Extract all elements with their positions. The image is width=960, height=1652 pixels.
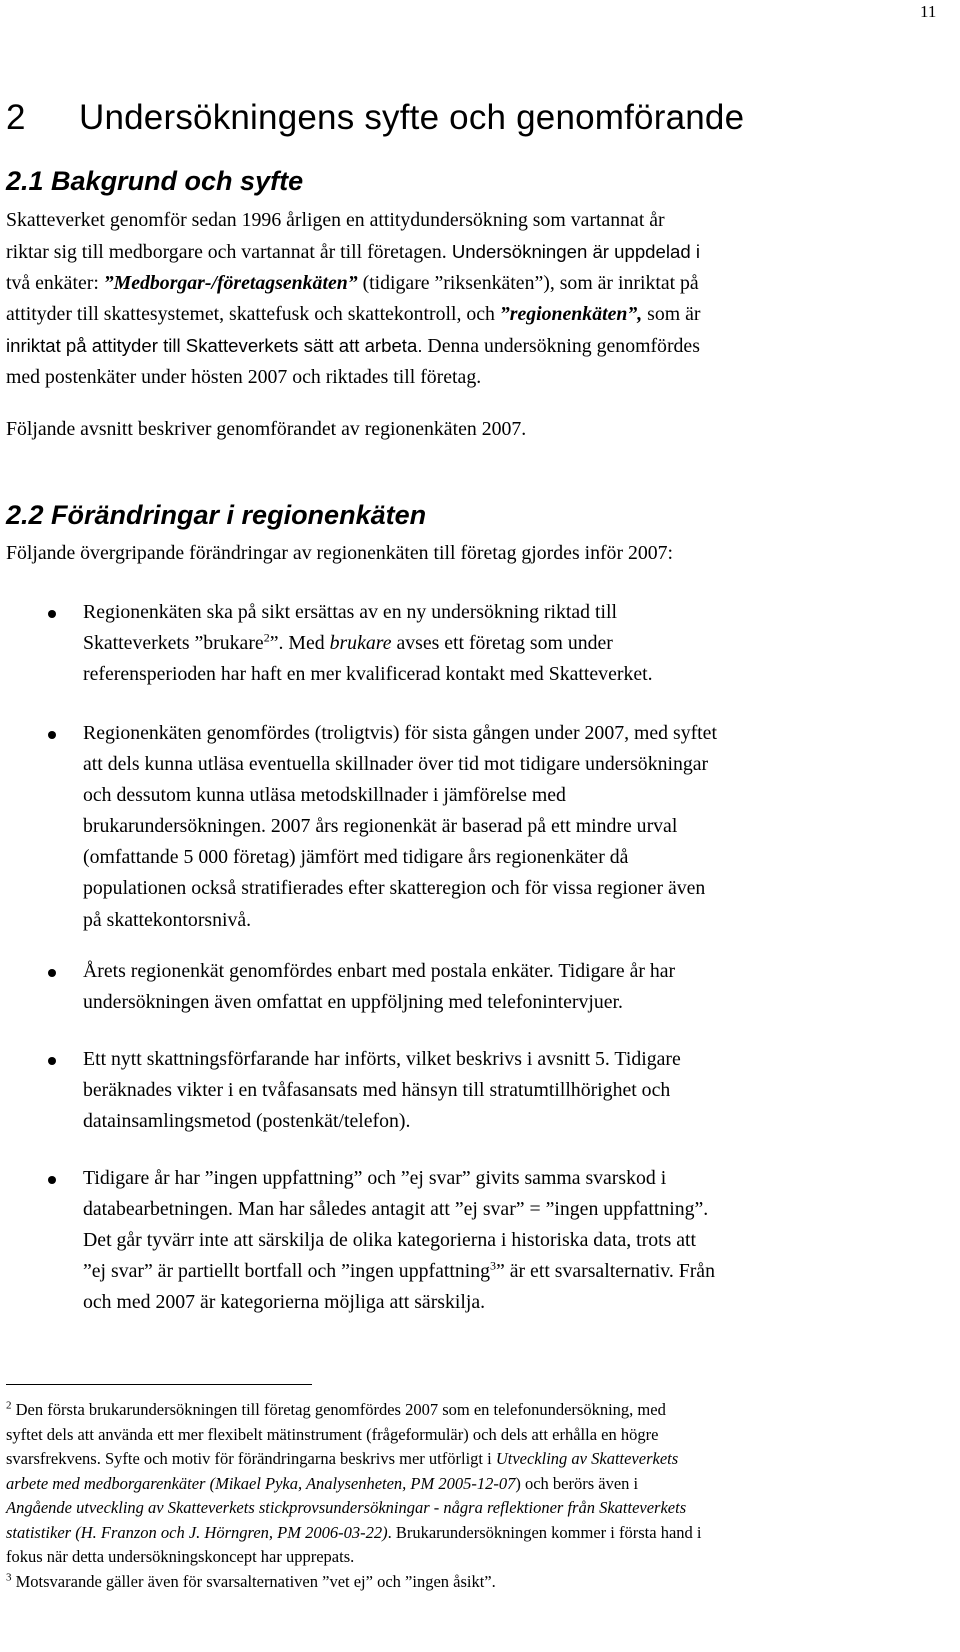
bullet-line: brukarundersökningen. 2007 års regionenkät är baserad på ett mindre urval	[83, 815, 678, 838]
bullet-line: och dessutom kunna utläsa metodskillnader i jämförelse med	[83, 784, 566, 807]
footnote-2	[6, 1398, 916, 1570]
section-2-2-intro	[6, 538, 906, 569]
bullet-line: Det går tyvärr inte att särskilja de olika kategorierna i historiska data, trots att	[83, 1229, 697, 1252]
footnote-line	[6, 1447, 916, 1472]
bullet-dot-icon	[48, 1057, 56, 1065]
bullet-line: Regionenkäten genomfördes (troligtvis) för sista gången under 2007, med syftet	[83, 722, 717, 744]
bullet-text	[83, 1044, 923, 1137]
footnotes	[6, 1398, 916, 1594]
para-line	[6, 330, 906, 362]
text-run: svarsfrekvens. Syfte och motiv för förändringarna beskrivs mer utförligt i	[6, 1449, 496, 1468]
bullet-dot-icon	[48, 969, 56, 977]
text-run-sans: inriktat på attityder till Skatteverkets sätt att arbeta.	[6, 335, 423, 357]
cited-title: statistiker (H. Franzon och J. Hörngren, PM 2006-03-22)	[6, 1522, 388, 1542]
footnote-ref-2: 2	[263, 630, 270, 645]
bullet-dot-icon	[48, 731, 56, 739]
bullet-line	[83, 1256, 923, 1287]
text-run: riktar sig till medborgare och vartannat år till företagen.	[6, 241, 447, 264]
bullet-dot-icon	[48, 1176, 56, 1184]
para-line	[6, 268, 906, 299]
bullet-dot-icon	[48, 610, 56, 618]
text-run: ) och berörs även i	[515, 1473, 639, 1493]
cited-title: Utveckling av Skatteverkets	[495, 1449, 679, 1468]
footnote-line: fokus när detta undersökningskoncept har upprepats.	[6, 1547, 355, 1566]
bullet-line: undersökningen även omfattat en uppföljning med telefonintervjuer.	[83, 991, 623, 1014]
chapter-title: Undersökningens syfte och genomförande	[79, 98, 745, 137]
term-brukare: brukare	[329, 632, 392, 655]
chapter-heading	[6, 98, 744, 138]
text-run: . Brukarundersökningen kommer i första hand i	[387, 1522, 702, 1542]
bullet-text	[83, 956, 923, 1018]
text-run: två enkäter:	[6, 272, 104, 295]
bullet-line: (omfattande 5 000 företag) jämfört med tidigare års regionenkäter då	[83, 846, 629, 869]
section-2-2-heading: 2.2 Förändringar i regionenkäten	[6, 500, 427, 530]
footnote-line: syftet dels att använda ett mer flexibelt mätinstrument (frågeformulär) och dels att erhålla en högre	[6, 1424, 659, 1444]
para-line: med postenkäter under hösten 2007 och riktades till företag.	[6, 366, 482, 389]
bullet-line: referensperioden har haft en mer kvalificerad kontakt med Skatteverket.	[83, 663, 653, 686]
footnote-line	[6, 1570, 916, 1595]
bullet-line	[83, 628, 923, 659]
text-run: ” är ett svarsalternativ. Från	[496, 1260, 715, 1283]
text-run: som är	[642, 303, 701, 326]
bullet-text	[83, 1163, 923, 1318]
text-run: ”ej svar” är partiellt bortfall och ”ingen uppfattning	[83, 1260, 491, 1283]
para-line: Följande avsnitt beskriver genomförandet av regionenkäten 2007.	[6, 418, 527, 440]
text-run: avses ett företag som under	[391, 632, 613, 655]
footnote-line	[6, 1398, 916, 1423]
bullet-line: beräknades vikter i en tvåfasansats med hänsyn till stratumtillhörighet och	[83, 1079, 671, 1102]
text-run: attityder till skattesystemet, skattefusk och skattekontroll, och	[6, 303, 500, 326]
footnote-line: Angående utveckling av Skatteverkets stickprovsundersökningar - några reflektioner från Skatteverkets	[6, 1498, 687, 1517]
bullet-line: Ett nytt skattningsförfarande har införts, vilket beskrivs i avsnitt 5. Tidigare	[83, 1048, 681, 1070]
footnote-line	[6, 1521, 916, 1546]
footnote-3	[6, 1570, 916, 1595]
bullet-line: populationen också stratifierades efter skatteregion och för vissa regioner även	[83, 877, 706, 900]
survey-name-region: ”regionenkäten”,	[499, 303, 643, 326]
footnote-marker: 2	[6, 1399, 12, 1412]
bullet-line: Årets regionenkät genomfördes enbart med postala enkäter. Tidigare år har	[83, 960, 676, 982]
bullet-line: och med 2007 är kategorierna möjliga att särskilja.	[83, 1291, 486, 1314]
text-run: Motsvarande gäller även för svarsalternativen ”vet ej” och ”ingen åsikt”.	[11, 1571, 496, 1591]
text-run: ”.	[269, 632, 284, 655]
bullet-text	[83, 597, 923, 690]
footnote-line	[6, 1472, 916, 1497]
text-run: Skatteverkets ”brukare	[83, 632, 264, 655]
bullet-line: att dels kunna utläsa eventuella skillnader över tid mot tidigare undersökningar	[83, 753, 709, 776]
para-line	[6, 236, 906, 268]
para-line: Följande övergripande förändringar av regionenkäten till företag gjordes inför 2007:	[6, 542, 674, 564]
bullet-text	[83, 718, 923, 936]
page-number: 11	[920, 2, 937, 21]
bullet-line: Regionenkäten ska på sikt ersättas av en ny undersökning riktad till	[83, 601, 617, 623]
cited-title: arbete med medborgarenkäter (Mikael Pyka, Analysenheten, PM 2005-12-07	[6, 1473, 516, 1493]
footnote-ref-3: 3	[490, 1258, 497, 1273]
bullet-line: Tidigare år har ”ingen uppfattning” och ”ej svar” givits samma svarskod i	[83, 1167, 667, 1189]
footnote-separator	[6, 1384, 312, 1385]
text-run-sans: Undersökningen är uppdelad i	[446, 241, 700, 263]
section-2-1-heading: 2.1 Bakgrund och syfte	[6, 166, 304, 196]
chapter-number: 2	[6, 98, 26, 137]
text-run: Med	[283, 632, 330, 655]
bullet-line: datainsamlingsmetod (postenkät/telefon).	[83, 1110, 411, 1133]
para-line	[6, 299, 906, 330]
section-2-1-paragraph-2	[6, 414, 906, 445]
text-run: (tidigare ”riksenkäten”), som är inriktat på	[357, 272, 699, 295]
para-line: Skatteverket genomför sedan 1996 årligen en attitydundersökning som vartannat år	[6, 209, 665, 231]
bullet-line: på skattekontorsnivå.	[83, 908, 252, 931]
footnote-marker: 3	[6, 1571, 12, 1583]
text-run: Denna undersökning genomfördes	[422, 335, 700, 358]
bullet-line: databearbetningen. Man har således antagit att ”ej svar” = ”ingen uppfattning”.	[83, 1198, 709, 1221]
section-2-1-paragraph-1	[6, 205, 906, 394]
survey-name-medborgar: ”Medborgar-/företagsenkäten”	[103, 272, 358, 295]
text-run: Den första brukarundersökningen till företag genomfördes 2007 som en telefonundersökning, med	[11, 1400, 666, 1419]
